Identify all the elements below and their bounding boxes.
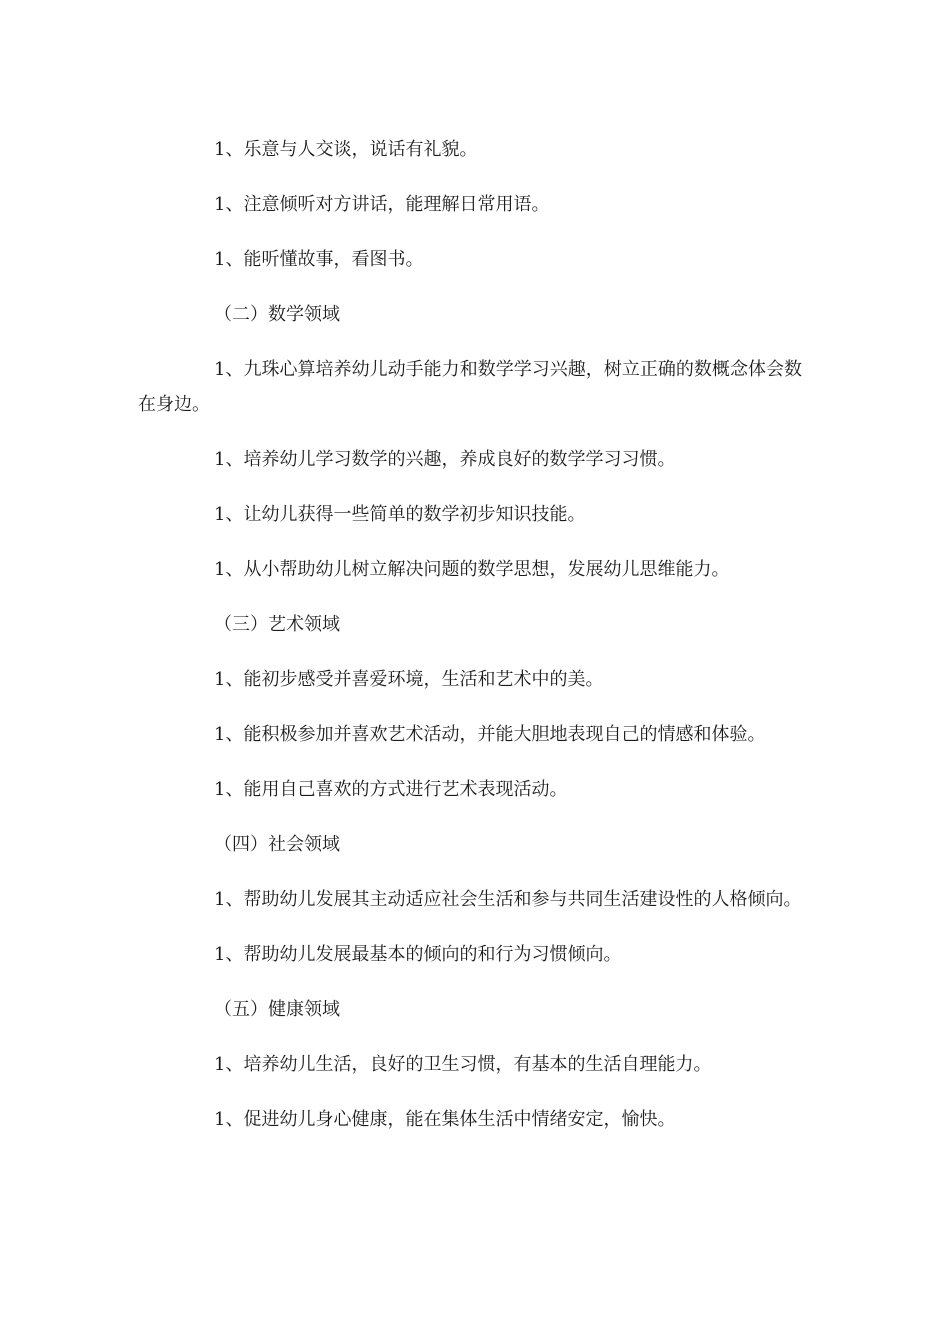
section-heading-society: （四）社会领域 — [214, 834, 340, 855]
list-item: 1、能初步感受并喜爱环境，生活和艺术中的美。 — [214, 669, 604, 690]
section-heading-art: （三）艺术领域 — [214, 614, 340, 635]
list-item: 1、让幼儿获得一些简单的数学初步知识技能。 — [214, 504, 586, 525]
list-item: 1、培养幼儿生活，良好的卫生习惯，有基本的生活自理能力。 — [214, 1054, 712, 1075]
list-item: 1、九珠心算培养幼儿动手能力和数学学习兴趣，树立正确的数概念体会数在身边。 — [138, 359, 802, 415]
section-heading-health: （五）健康领域 — [214, 999, 340, 1020]
list-item: 1、促进幼儿身心健康，能在集体生活中情绪安定，愉快。 — [214, 1109, 676, 1130]
list-item: 1、注意倾听对方讲话，能理解日常用语。 — [214, 194, 550, 215]
list-item: 1、帮助幼儿发展其主动适应社会生活和参与共同生活建设性的人格倾向。 — [214, 889, 802, 910]
list-item: 1、能用自己喜欢的方式进行艺术表现活动。 — [214, 779, 568, 800]
list-item: 1、能听懂故事，看图书。 — [214, 249, 424, 270]
list-item: 1、培养幼儿学习数学的兴趣，养成良好的数学学习习惯。 — [214, 449, 676, 470]
list-item: 1、能积极参加并喜欢艺术活动，并能大胆地表现自己的情感和体验。 — [214, 724, 766, 745]
list-item: 1、乐意与人交谈，说话有礼貌。 — [214, 139, 478, 160]
list-item: 1、帮助幼儿发展最基本的倾向的和行为习惯倾向。 — [214, 944, 622, 965]
document-body — [138, 132, 802, 1157]
list-item: 1、从小帮助幼儿树立解决问题的数学思想，发展幼儿思维能力。 — [214, 559, 730, 580]
section-heading-math: （二）数学领域 — [214, 304, 340, 325]
